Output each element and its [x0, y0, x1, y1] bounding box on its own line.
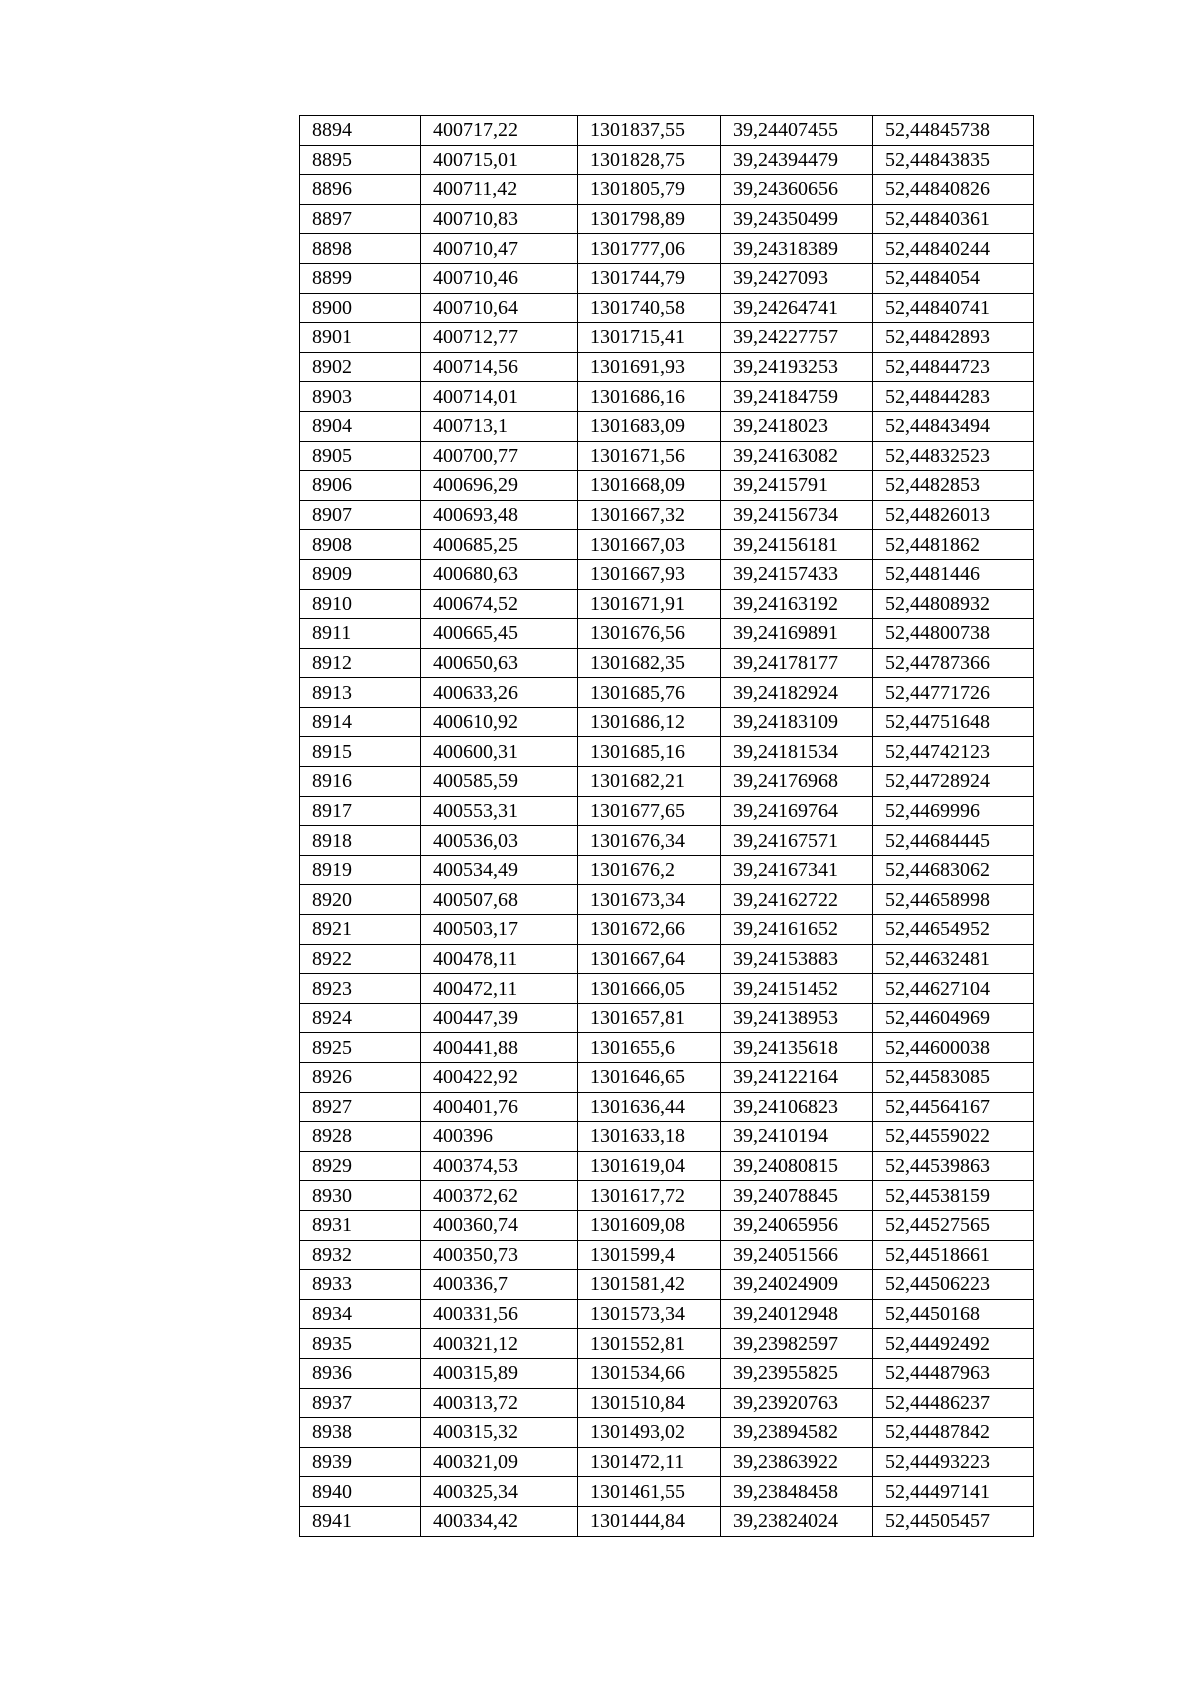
y-coordinate-cell: 1301686,16 — [578, 382, 721, 412]
point-number-cell: 8933 — [300, 1270, 421, 1300]
longitude-cell: 39,24122164 — [721, 1063, 873, 1093]
x-coordinate-cell: 400507,68 — [421, 885, 578, 915]
longitude-cell: 39,24078845 — [721, 1181, 873, 1211]
latitude-cell: 52,44843494 — [873, 411, 1034, 441]
point-number-cell: 8904 — [300, 411, 421, 441]
table-row — [300, 1388, 1034, 1418]
longitude-cell: 39,24394479 — [721, 145, 873, 175]
point-number-cell: 8902 — [300, 352, 421, 382]
x-coordinate-cell: 400422,92 — [421, 1063, 578, 1093]
latitude-cell: 52,44840244 — [873, 234, 1034, 264]
longitude-cell: 39,24135618 — [721, 1033, 873, 1063]
y-coordinate-cell: 1301636,44 — [578, 1092, 721, 1122]
table-row — [300, 1299, 1034, 1329]
longitude-cell: 39,24167341 — [721, 855, 873, 885]
latitude-cell: 52,44506223 — [873, 1270, 1034, 1300]
latitude-cell: 52,44492492 — [873, 1329, 1034, 1359]
table-row — [300, 678, 1034, 708]
x-coordinate-cell: 400503,17 — [421, 915, 578, 945]
table-row — [300, 1270, 1034, 1300]
point-number-cell: 8894 — [300, 116, 421, 146]
latitude-cell: 52,44658998 — [873, 885, 1034, 915]
longitude-cell: 39,24178177 — [721, 648, 873, 678]
table-row — [300, 263, 1034, 293]
table-row — [300, 1210, 1034, 1240]
table-row — [300, 471, 1034, 501]
point-number-cell: 8922 — [300, 944, 421, 974]
x-coordinate-cell: 400360,74 — [421, 1210, 578, 1240]
y-coordinate-cell: 1301657,81 — [578, 1003, 721, 1033]
table-row — [300, 1151, 1034, 1181]
longitude-cell: 39,24106823 — [721, 1092, 873, 1122]
table-row — [300, 411, 1034, 441]
point-number-cell: 8903 — [300, 382, 421, 412]
point-number-cell: 8907 — [300, 500, 421, 530]
latitude-cell: 52,44840361 — [873, 204, 1034, 234]
point-number-cell: 8917 — [300, 796, 421, 826]
x-coordinate-cell: 400372,62 — [421, 1181, 578, 1211]
table-row — [300, 116, 1034, 146]
point-number-cell: 8930 — [300, 1181, 421, 1211]
latitude-cell: 52,44684445 — [873, 826, 1034, 856]
table-row — [300, 619, 1034, 649]
point-number-cell: 8926 — [300, 1063, 421, 1093]
latitude-cell: 52,44559022 — [873, 1122, 1034, 1152]
y-coordinate-cell: 1301461,55 — [578, 1477, 721, 1507]
table-row — [300, 382, 1034, 412]
longitude-cell: 39,24182924 — [721, 678, 873, 708]
latitude-cell: 52,44538159 — [873, 1181, 1034, 1211]
latitude-cell: 52,44518661 — [873, 1240, 1034, 1270]
y-coordinate-cell: 1301685,76 — [578, 678, 721, 708]
y-coordinate-cell: 1301837,55 — [578, 116, 721, 146]
y-coordinate-cell: 1301667,03 — [578, 530, 721, 560]
y-coordinate-cell: 1301581,42 — [578, 1270, 721, 1300]
y-coordinate-cell: 1301682,35 — [578, 648, 721, 678]
table-row — [300, 530, 1034, 560]
y-coordinate-cell: 1301673,34 — [578, 885, 721, 915]
point-number-cell: 8896 — [300, 175, 421, 205]
table-row — [300, 441, 1034, 471]
table-row — [300, 145, 1034, 175]
longitude-cell: 39,24161652 — [721, 915, 873, 945]
latitude-cell: 52,44632481 — [873, 944, 1034, 974]
point-number-cell: 8895 — [300, 145, 421, 175]
table-row — [300, 323, 1034, 353]
latitude-cell: 52,4481446 — [873, 559, 1034, 589]
x-coordinate-cell: 400674,52 — [421, 589, 578, 619]
point-number-cell: 8936 — [300, 1358, 421, 1388]
point-number-cell: 8935 — [300, 1329, 421, 1359]
longitude-cell: 39,24156181 — [721, 530, 873, 560]
x-coordinate-cell: 400714,01 — [421, 382, 578, 412]
x-coordinate-cell: 400374,53 — [421, 1151, 578, 1181]
y-coordinate-cell: 1301510,84 — [578, 1388, 721, 1418]
point-number-cell: 8938 — [300, 1418, 421, 1448]
point-number-cell: 8908 — [300, 530, 421, 560]
x-coordinate-cell: 400600,31 — [421, 737, 578, 767]
point-number-cell: 8914 — [300, 707, 421, 737]
x-coordinate-cell: 400536,03 — [421, 826, 578, 856]
x-coordinate-cell: 400693,48 — [421, 500, 578, 530]
longitude-cell: 39,24162722 — [721, 885, 873, 915]
point-number-cell: 8924 — [300, 1003, 421, 1033]
longitude-cell: 39,23863922 — [721, 1447, 873, 1477]
table-row — [300, 559, 1034, 589]
x-coordinate-cell: 400478,11 — [421, 944, 578, 974]
latitude-cell: 52,44840741 — [873, 293, 1034, 323]
point-number-cell: 8934 — [300, 1299, 421, 1329]
latitude-cell: 52,44842893 — [873, 323, 1034, 353]
x-coordinate-cell: 400331,56 — [421, 1299, 578, 1329]
point-number-cell: 8897 — [300, 204, 421, 234]
table-row — [300, 944, 1034, 974]
table-row — [300, 974, 1034, 1004]
y-coordinate-cell: 1301672,66 — [578, 915, 721, 945]
point-number-cell: 8906 — [300, 471, 421, 501]
longitude-cell: 39,24138953 — [721, 1003, 873, 1033]
y-coordinate-cell: 1301617,72 — [578, 1181, 721, 1211]
x-coordinate-cell: 400313,72 — [421, 1388, 578, 1418]
longitude-cell: 39,2410194 — [721, 1122, 873, 1152]
point-number-cell: 8929 — [300, 1151, 421, 1181]
y-coordinate-cell: 1301668,09 — [578, 471, 721, 501]
x-coordinate-cell: 400710,46 — [421, 263, 578, 293]
table-row — [300, 1092, 1034, 1122]
y-coordinate-cell: 1301798,89 — [578, 204, 721, 234]
point-number-cell: 8901 — [300, 323, 421, 353]
x-coordinate-cell: 400665,45 — [421, 619, 578, 649]
x-coordinate-cell: 400610,92 — [421, 707, 578, 737]
latitude-cell: 52,44728924 — [873, 767, 1034, 797]
y-coordinate-cell: 1301633,18 — [578, 1122, 721, 1152]
x-coordinate-cell: 400712,77 — [421, 323, 578, 353]
y-coordinate-cell: 1301682,21 — [578, 767, 721, 797]
table-row — [300, 1447, 1034, 1477]
longitude-cell: 39,2418023 — [721, 411, 873, 441]
y-coordinate-cell: 1301552,81 — [578, 1329, 721, 1359]
latitude-cell: 52,44604969 — [873, 1003, 1034, 1033]
x-coordinate-cell: 400447,39 — [421, 1003, 578, 1033]
latitude-cell: 52,44800738 — [873, 619, 1034, 649]
point-number-cell: 8913 — [300, 678, 421, 708]
table-row — [300, 234, 1034, 264]
point-number-cell: 8899 — [300, 263, 421, 293]
longitude-cell: 39,24181534 — [721, 737, 873, 767]
table-row — [300, 293, 1034, 323]
longitude-cell: 39,24051566 — [721, 1240, 873, 1270]
x-coordinate-cell: 400315,89 — [421, 1358, 578, 1388]
longitude-cell: 39,23982597 — [721, 1329, 873, 1359]
point-number-cell: 8921 — [300, 915, 421, 945]
longitude-cell: 39,24193253 — [721, 352, 873, 382]
latitude-cell: 52,44487963 — [873, 1358, 1034, 1388]
point-number-cell: 8939 — [300, 1447, 421, 1477]
x-coordinate-cell: 400650,63 — [421, 648, 578, 678]
table-row — [300, 796, 1034, 826]
x-coordinate-cell: 400401,76 — [421, 1092, 578, 1122]
table-row — [300, 175, 1034, 205]
x-coordinate-cell: 400534,49 — [421, 855, 578, 885]
x-coordinate-cell: 400710,47 — [421, 234, 578, 264]
y-coordinate-cell: 1301534,66 — [578, 1358, 721, 1388]
longitude-cell: 39,2427093 — [721, 263, 873, 293]
table-row — [300, 352, 1034, 382]
y-coordinate-cell: 1301676,56 — [578, 619, 721, 649]
y-coordinate-cell: 1301599,4 — [578, 1240, 721, 1270]
y-coordinate-cell: 1301667,93 — [578, 559, 721, 589]
x-coordinate-cell: 400710,64 — [421, 293, 578, 323]
point-number-cell: 8940 — [300, 1477, 421, 1507]
coordinates-table-body — [300, 116, 1034, 1537]
table-row — [300, 915, 1034, 945]
longitude-cell: 39,24169764 — [721, 796, 873, 826]
point-number-cell: 8923 — [300, 974, 421, 1004]
y-coordinate-cell: 1301828,75 — [578, 145, 721, 175]
longitude-cell: 39,24157433 — [721, 559, 873, 589]
table-row — [300, 707, 1034, 737]
y-coordinate-cell: 1301777,06 — [578, 234, 721, 264]
table-row — [300, 826, 1034, 856]
longitude-cell: 39,24163192 — [721, 589, 873, 619]
latitude-cell: 52,44527565 — [873, 1210, 1034, 1240]
latitude-cell: 52,44487842 — [873, 1418, 1034, 1448]
table-row — [300, 1240, 1034, 1270]
y-coordinate-cell: 1301671,56 — [578, 441, 721, 471]
y-coordinate-cell: 1301671,91 — [578, 589, 721, 619]
point-number-cell: 8912 — [300, 648, 421, 678]
longitude-cell: 39,24163082 — [721, 441, 873, 471]
table-row — [300, 500, 1034, 530]
point-number-cell: 8918 — [300, 826, 421, 856]
table-row — [300, 767, 1034, 797]
y-coordinate-cell: 1301472,11 — [578, 1447, 721, 1477]
longitude-cell: 39,24153883 — [721, 944, 873, 974]
longitude-cell: 39,24167571 — [721, 826, 873, 856]
x-coordinate-cell: 400315,32 — [421, 1418, 578, 1448]
longitude-cell: 39,24318389 — [721, 234, 873, 264]
latitude-cell: 52,44844283 — [873, 382, 1034, 412]
latitude-cell: 52,44845738 — [873, 116, 1034, 146]
x-coordinate-cell: 400553,31 — [421, 796, 578, 826]
table-row — [300, 1358, 1034, 1388]
y-coordinate-cell: 1301676,34 — [578, 826, 721, 856]
latitude-cell: 52,44497141 — [873, 1477, 1034, 1507]
table-row — [300, 1033, 1034, 1063]
table-row — [300, 1477, 1034, 1507]
point-number-cell: 8915 — [300, 737, 421, 767]
y-coordinate-cell: 1301667,64 — [578, 944, 721, 974]
y-coordinate-cell: 1301691,93 — [578, 352, 721, 382]
y-coordinate-cell: 1301609,08 — [578, 1210, 721, 1240]
y-coordinate-cell: 1301686,12 — [578, 707, 721, 737]
latitude-cell: 52,44583085 — [873, 1063, 1034, 1093]
longitude-cell: 39,24227757 — [721, 323, 873, 353]
point-number-cell: 8916 — [300, 767, 421, 797]
latitude-cell: 52,44539863 — [873, 1151, 1034, 1181]
point-number-cell: 8941 — [300, 1506, 421, 1536]
x-coordinate-cell: 400336,7 — [421, 1270, 578, 1300]
x-coordinate-cell: 400350,73 — [421, 1240, 578, 1270]
point-number-cell: 8919 — [300, 855, 421, 885]
y-coordinate-cell: 1301685,16 — [578, 737, 721, 767]
table-row — [300, 1506, 1034, 1536]
y-coordinate-cell: 1301646,65 — [578, 1063, 721, 1093]
table-row — [300, 855, 1034, 885]
latitude-cell: 52,44771726 — [873, 678, 1034, 708]
point-number-cell: 8925 — [300, 1033, 421, 1063]
coordinates-table — [299, 115, 1034, 1537]
y-coordinate-cell: 1301683,09 — [578, 411, 721, 441]
y-coordinate-cell: 1301444,84 — [578, 1506, 721, 1536]
longitude-cell: 39,24012948 — [721, 1299, 873, 1329]
table-row — [300, 737, 1034, 767]
y-coordinate-cell: 1301744,79 — [578, 263, 721, 293]
x-coordinate-cell: 400396 — [421, 1122, 578, 1152]
y-coordinate-cell: 1301655,6 — [578, 1033, 721, 1063]
table-row — [300, 1418, 1034, 1448]
longitude-cell: 39,24360656 — [721, 175, 873, 205]
table-row — [300, 1181, 1034, 1211]
latitude-cell: 52,44843835 — [873, 145, 1034, 175]
longitude-cell: 39,24350499 — [721, 204, 873, 234]
longitude-cell: 39,24184759 — [721, 382, 873, 412]
x-coordinate-cell: 400685,25 — [421, 530, 578, 560]
y-coordinate-cell: 1301805,79 — [578, 175, 721, 205]
x-coordinate-cell: 400441,88 — [421, 1033, 578, 1063]
latitude-cell: 52,44627104 — [873, 974, 1034, 1004]
table-row — [300, 1063, 1034, 1093]
longitude-cell: 39,23920763 — [721, 1388, 873, 1418]
x-coordinate-cell: 400680,63 — [421, 559, 578, 589]
x-coordinate-cell: 400713,1 — [421, 411, 578, 441]
latitude-cell: 52,44486237 — [873, 1388, 1034, 1418]
y-coordinate-cell: 1301677,65 — [578, 796, 721, 826]
point-number-cell: 8909 — [300, 559, 421, 589]
point-number-cell: 8927 — [300, 1092, 421, 1122]
latitude-cell: 52,44505457 — [873, 1506, 1034, 1536]
y-coordinate-cell: 1301740,58 — [578, 293, 721, 323]
latitude-cell: 52,44564167 — [873, 1092, 1034, 1122]
latitude-cell: 52,4482853 — [873, 471, 1034, 501]
x-coordinate-cell: 400321,09 — [421, 1447, 578, 1477]
latitude-cell: 52,4450168 — [873, 1299, 1034, 1329]
x-coordinate-cell: 400711,42 — [421, 175, 578, 205]
longitude-cell: 39,24264741 — [721, 293, 873, 323]
longitude-cell: 39,23894582 — [721, 1418, 873, 1448]
latitude-cell: 52,44787366 — [873, 648, 1034, 678]
latitude-cell: 52,44742123 — [873, 737, 1034, 767]
longitude-cell: 39,24156734 — [721, 500, 873, 530]
latitude-cell: 52,44751648 — [873, 707, 1034, 737]
latitude-cell: 52,44493223 — [873, 1447, 1034, 1477]
table-row — [300, 1122, 1034, 1152]
longitude-cell: 39,24176968 — [721, 767, 873, 797]
latitude-cell: 52,44840826 — [873, 175, 1034, 205]
y-coordinate-cell: 1301676,2 — [578, 855, 721, 885]
latitude-cell: 52,44844723 — [873, 352, 1034, 382]
point-number-cell: 8905 — [300, 441, 421, 471]
longitude-cell: 39,24407455 — [721, 116, 873, 146]
latitude-cell: 52,44832523 — [873, 441, 1034, 471]
longitude-cell: 39,23955825 — [721, 1358, 873, 1388]
y-coordinate-cell: 1301667,32 — [578, 500, 721, 530]
latitude-cell: 52,44683062 — [873, 855, 1034, 885]
x-coordinate-cell: 400321,12 — [421, 1329, 578, 1359]
y-coordinate-cell: 1301493,02 — [578, 1418, 721, 1448]
point-number-cell: 8910 — [300, 589, 421, 619]
table-row — [300, 204, 1034, 234]
x-coordinate-cell: 400472,11 — [421, 974, 578, 1004]
longitude-cell: 39,24169891 — [721, 619, 873, 649]
point-number-cell: 8928 — [300, 1122, 421, 1152]
latitude-cell: 52,4481862 — [873, 530, 1034, 560]
x-coordinate-cell: 400696,29 — [421, 471, 578, 501]
x-coordinate-cell: 400710,83 — [421, 204, 578, 234]
longitude-cell: 39,23848458 — [721, 1477, 873, 1507]
table-row — [300, 589, 1034, 619]
longitude-cell: 39,23824024 — [721, 1506, 873, 1536]
point-number-cell: 8898 — [300, 234, 421, 264]
y-coordinate-cell: 1301666,05 — [578, 974, 721, 1004]
x-coordinate-cell: 400714,56 — [421, 352, 578, 382]
latitude-cell: 52,44654952 — [873, 915, 1034, 945]
point-number-cell: 8911 — [300, 619, 421, 649]
latitude-cell: 52,44808932 — [873, 589, 1034, 619]
x-coordinate-cell: 400717,22 — [421, 116, 578, 146]
latitude-cell: 52,4469996 — [873, 796, 1034, 826]
latitude-cell: 52,44826013 — [873, 500, 1034, 530]
x-coordinate-cell: 400633,26 — [421, 678, 578, 708]
y-coordinate-cell: 1301715,41 — [578, 323, 721, 353]
point-number-cell: 8920 — [300, 885, 421, 915]
point-number-cell: 8932 — [300, 1240, 421, 1270]
point-number-cell: 8937 — [300, 1388, 421, 1418]
point-number-cell: 8931 — [300, 1210, 421, 1240]
longitude-cell: 39,24024909 — [721, 1270, 873, 1300]
x-coordinate-cell: 400715,01 — [421, 145, 578, 175]
longitude-cell: 39,24183109 — [721, 707, 873, 737]
latitude-cell: 52,4484054 — [873, 263, 1034, 293]
longitude-cell: 39,24151452 — [721, 974, 873, 1004]
table-row — [300, 648, 1034, 678]
x-coordinate-cell: 400325,34 — [421, 1477, 578, 1507]
y-coordinate-cell: 1301573,34 — [578, 1299, 721, 1329]
x-coordinate-cell: 400334,42 — [421, 1506, 578, 1536]
y-coordinate-cell: 1301619,04 — [578, 1151, 721, 1181]
x-coordinate-cell: 400700,77 — [421, 441, 578, 471]
longitude-cell: 39,24065956 — [721, 1210, 873, 1240]
longitude-cell: 39,2415791 — [721, 471, 873, 501]
latitude-cell: 52,44600038 — [873, 1033, 1034, 1063]
table-row — [300, 885, 1034, 915]
longitude-cell: 39,24080815 — [721, 1151, 873, 1181]
table-row — [300, 1329, 1034, 1359]
table-row — [300, 1003, 1034, 1033]
x-coordinate-cell: 400585,59 — [421, 767, 578, 797]
point-number-cell: 8900 — [300, 293, 421, 323]
